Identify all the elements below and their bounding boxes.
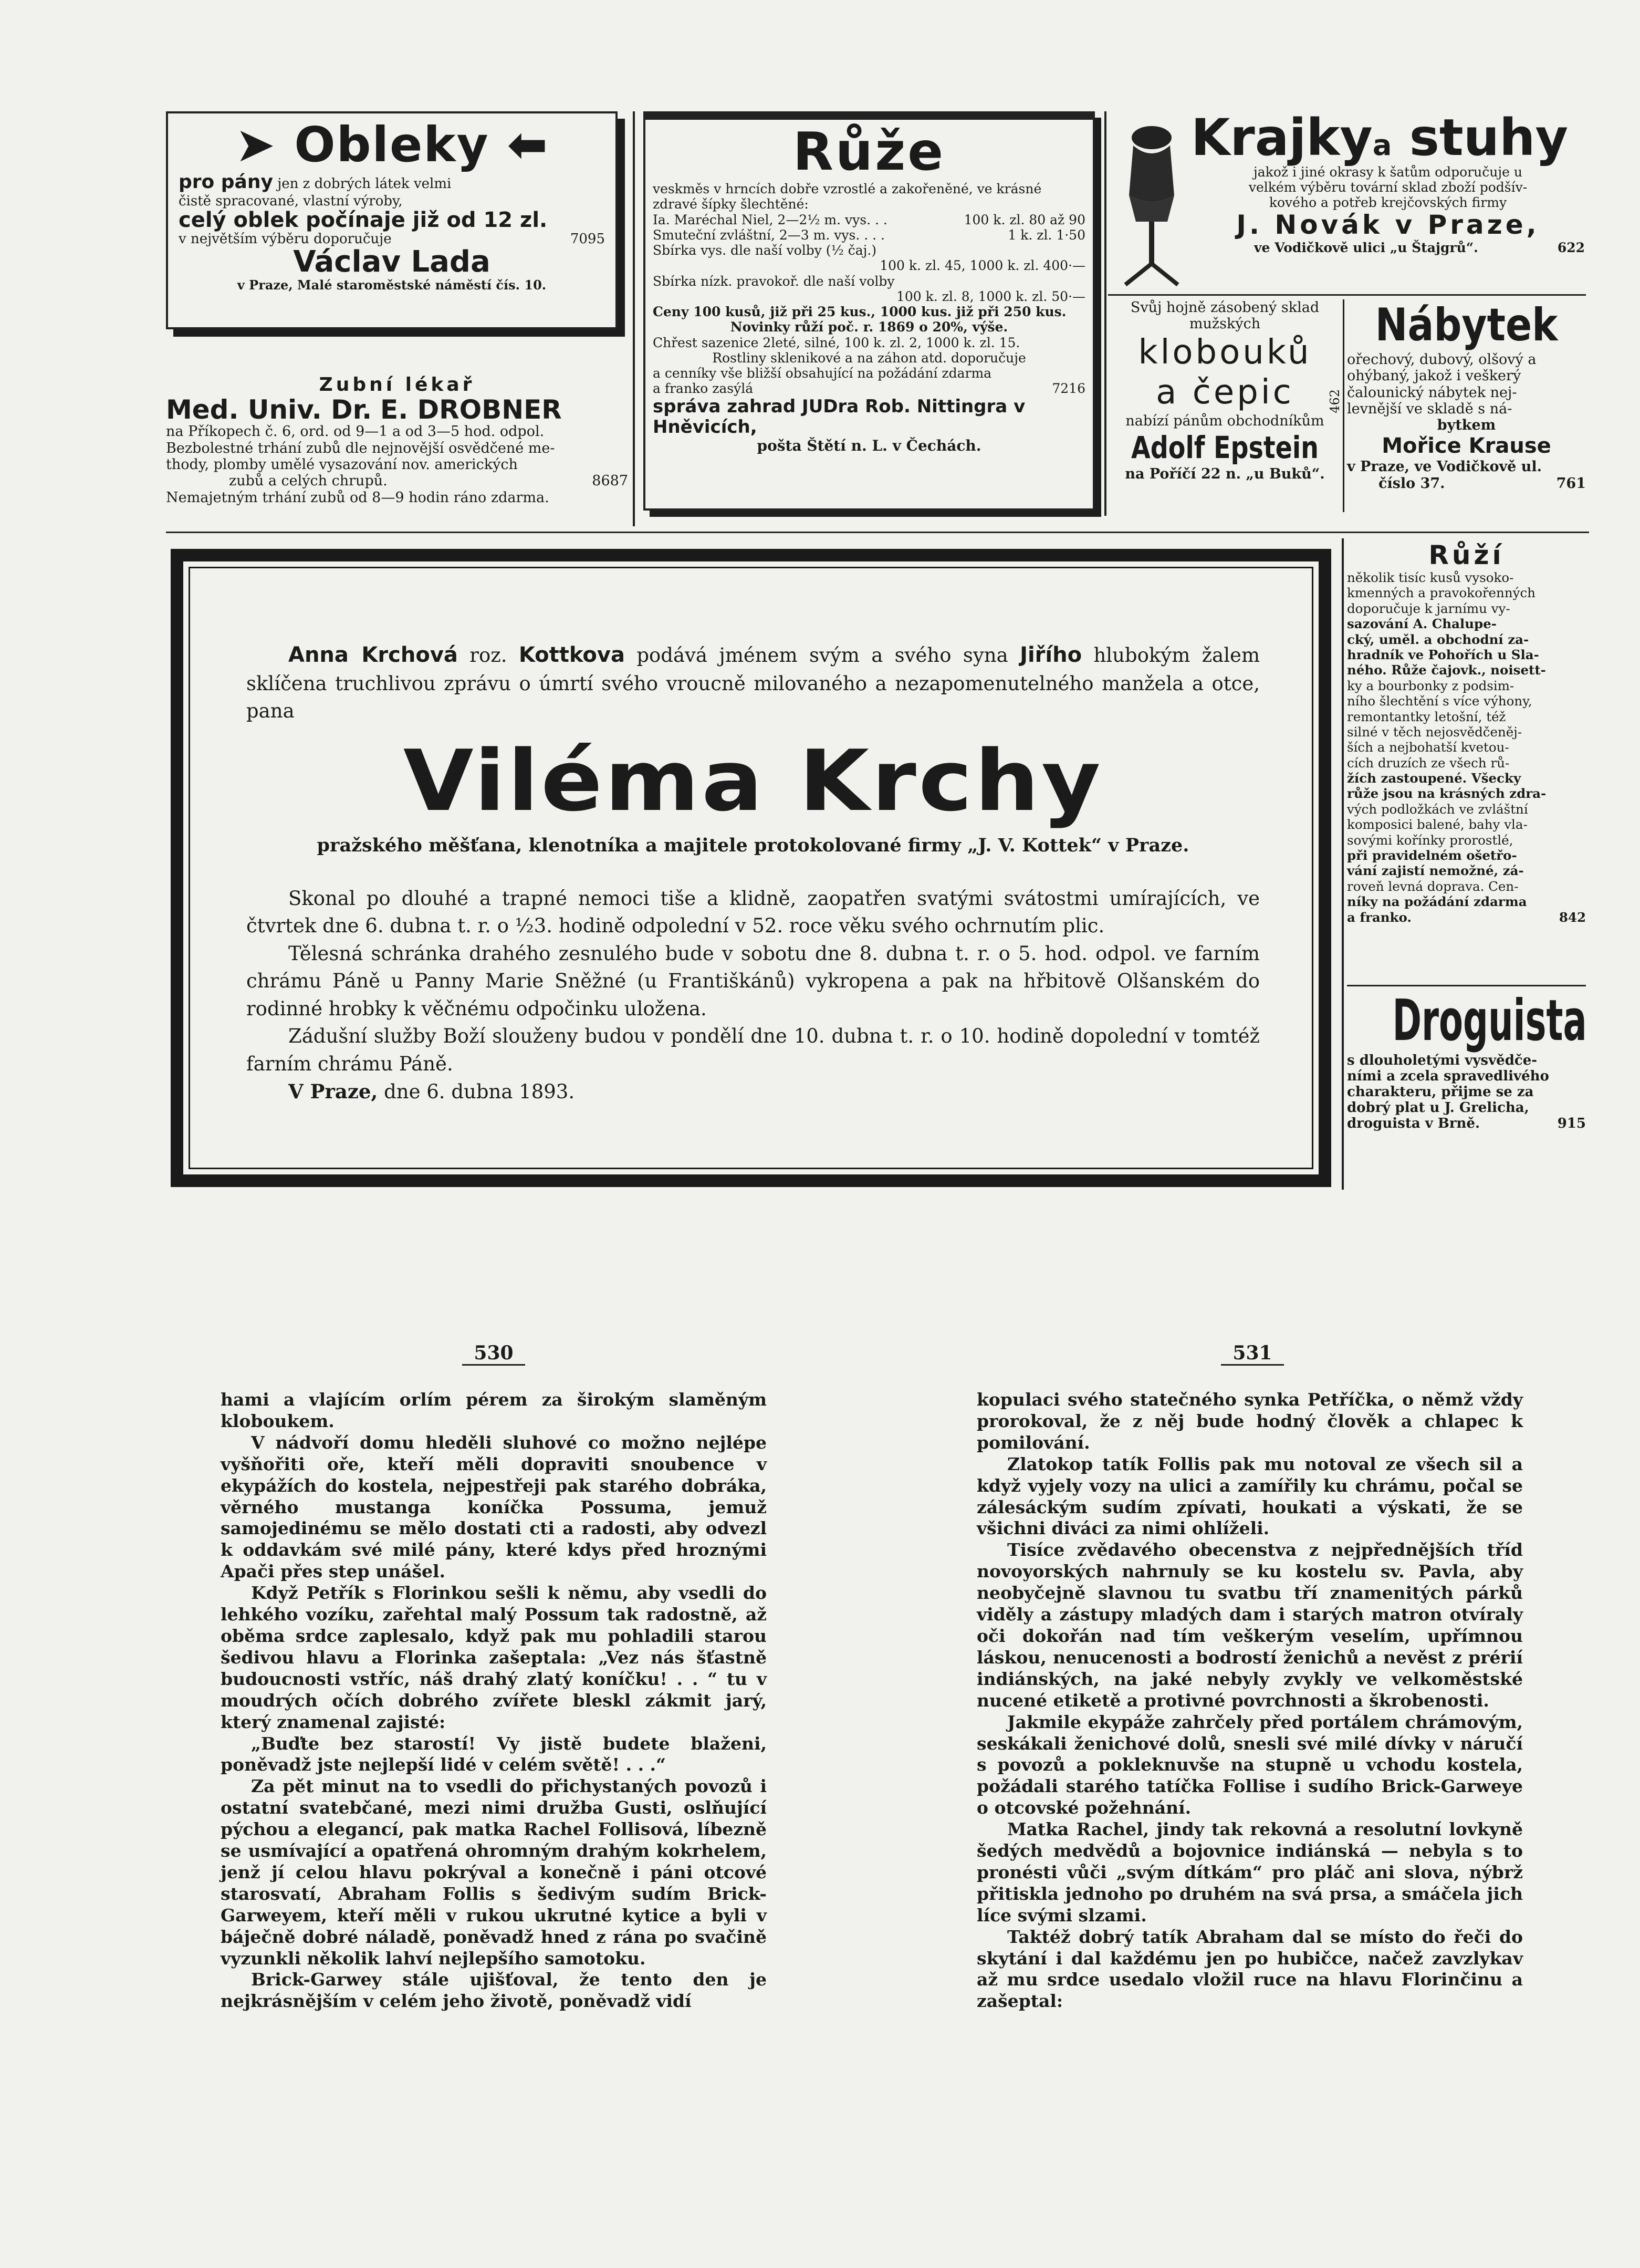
obituary-maiden-name: Kottkova	[518, 643, 625, 667]
ad-ruzi-number: 842	[1559, 909, 1586, 925]
ad-krajky-number: 622	[1557, 240, 1585, 256]
obituary-son-name: Jiřího	[1020, 643, 1082, 667]
ad-zubni-line: Bezbolestné trhání zubů dle nejnovější osvědčené me-	[166, 440, 555, 456]
ad-krajky-title-word: Krajky	[1191, 108, 1373, 167]
ad-ruzi-line: remontantky letošní, též	[1347, 709, 1506, 724]
ad-ruze-row-price: 1 k. zl. 1·50	[1008, 227, 1085, 243]
ad-ruze-firm: správa zahrad JUDra Rob. Nittingra v Hněvicích,	[653, 396, 1026, 438]
ad-obleky-line1-bold: pro pány	[179, 171, 273, 193]
column-rule	[1343, 299, 1344, 512]
ad-ruzi-line: několik tisíc kusů vysoko-	[1347, 570, 1514, 585]
ad-krajky-line: kového a potřeb krejčovských firmy	[1269, 194, 1507, 210]
ad-klobouky-firm: Adolf Epstein	[1131, 429, 1319, 465]
obituary-opening	[246, 640, 1260, 725]
ad-obleky-number: 7095	[570, 231, 605, 247]
story-paragraph: Taktéž dobrý tatík Abraham dal se místo do řeči do skytání i dal každému jen po hubičce, načež zavzlykav až mu srdce usedalo vložil ruce na hlavu Florinčinu a zašeptal:	[977, 1926, 1523, 2012]
page-number-right: 531	[1221, 1342, 1284, 1366]
ad-droguista-line: dobrý plat u J. Grelicha,	[1347, 1100, 1529, 1116]
arrow-right-icon: ➤	[235, 117, 277, 173]
obituary-text: hlubokým žalem sklíčena truchlivou zprávu o úmrtí svého vroucně milovaného a nezapomenutelného manžela a otce, pana	[246, 644, 1260, 723]
ad-krajky-line: velkém výběru tovární sklad zboží podšív-	[1248, 179, 1528, 195]
ad-zubni	[166, 374, 628, 526]
ad-klobouky-line1: Svůj hojně zásobený sklad	[1130, 299, 1320, 316]
column-rule	[633, 111, 635, 526]
story-paragraph: Brick-Garwey stále ujišťoval, že tento den je nejkrásnějším v celém jeho životě, poněvadž vidí	[221, 1969, 767, 2012]
ad-obleky-firm: Václav Lada	[293, 245, 490, 279]
ad-krajky-address: ve Vodičkově ulici „u Štajgrů“.	[1254, 240, 1478, 256]
ad-ruzi-line: žích zastoupené. Všecky	[1347, 771, 1521, 786]
ad-klobouky-word1: klobouků	[1138, 332, 1312, 372]
ad-ruze-line: Ceny 100 kusů, již při 25 kus., 1000 kus. již při 250 kus.	[653, 304, 1067, 319]
ad-ruze-line: Rostliny sklenikové a na záhon atd. doporučuje	[712, 350, 1026, 366]
ad-ruzi-line: vých podložkách ve zvláštní	[1347, 801, 1528, 817]
page-number-left: 530	[462, 1342, 525, 1366]
ad-nabytek-number: 761	[1556, 475, 1586, 492]
story-paragraph: Za pět minut na to vsedli do přichystaných povozů i ostatní svatebčané, mezi nimi družba Gusti, oslňující pýchou a elegancí, pak matka Rachel Follisová, líbezně se usmívající a opatřená ohromným drahým kokrhelem, jenž jí celou hlavu pokrýval a konečně i páni otcové starosvatí, Abraham Follis s šedivým sudím Brick-Garweyem, kteří měli v rukou ukrutné kytice a byli v báječně dobré náladě, poněvadž hned z rána po svačině vyzunkli několik lahví nejlepšího samotoku.	[221, 1776, 767, 1969]
obituary-text: podává jménem svým a svého syna	[636, 644, 1008, 667]
ad-ruzi-line: růže jsou na krásných zdra-	[1347, 786, 1547, 802]
ad-obleky-line2: čistě spracované, vlastní výroby,	[179, 193, 403, 209]
ad-ruzi-line: kmenných a pravokořenných	[1347, 585, 1535, 601]
ad-ruze-row-price: 100 k. zl. 8, 1000 k. zl. 50·—	[896, 288, 1085, 304]
ad-ruzi-line: ního šlechtění s více výhony,	[1347, 693, 1532, 709]
ad-klobouky	[1108, 299, 1342, 515]
ad-nabytek-address2: číslo 37.	[1378, 475, 1445, 492]
horizontal-rule	[1108, 294, 1586, 296]
story-paragraph: Jakmile ekypáže zahrčely před portálem chrámovým, seskákali ženichové dolů, snesli své milé dívky v náručí s povozů a pokleknuvše na stupně u vchodu kostela, požádali starého tatíčka Follise i sudího Brick-Garweye o otcovské požehnání.	[977, 1711, 1523, 1818]
ad-ruze-row-price: 100 k. zl. 80 až 90	[964, 212, 1085, 227]
ad-ruze-row-label: Smuteční zvláštní, 2—3 m. vys. . . .	[653, 227, 885, 243]
story-paragraph: V nádvoří domu hleděli sluhové co možno nejlépe vyšňořiti oře, kteří měli dopraviti snoubence v ekypážích do kostela, nejpestřeji pak starého dobráka, věrného mustanga koníčka Possuma, jemuž samojedinému se mělo dostati cti a radosti, aby odvezl k oddavkám své milé pány, které kdys před hroznými Apači přes step unášel.	[221, 1432, 767, 1582]
ad-ruzi-line: sovými kořínky prorostlé,	[1347, 832, 1513, 848]
ad-nabytek-firm: Mořice Krause	[1382, 434, 1551, 459]
ad-droguista-title: Droguista	[1392, 988, 1587, 1054]
ad-zubni-name-bold: E. DROBNER	[380, 394, 562, 425]
ad-droguista-line: ními a zcela spravedlivého	[1347, 1068, 1549, 1084]
ad-ruzi-line: ších a nejbohatší kvetou-	[1347, 740, 1509, 755]
ad-zubni-name-plain: Med. Univ. Dr.	[166, 394, 372, 425]
ad-obleky-title: ➤ Obleky ⬅	[235, 117, 549, 173]
obituary-paragraph: Tělesná schránka drahého zesnulého bude v sobotu dne 8. dubna t. r. o 5. hod. odpol. ve farním chrámu Páně u Panny Marie Sněžné (u Františkánů) vykropena a pak na hřbitově Olšanském do rodinné hrobky k věčnému odpočinku uložena.	[246, 942, 1260, 1020]
ad-nabytek-title: Nábytek	[1375, 299, 1558, 351]
ad-ruzi-line: ného. Růže čajovk., noisett-	[1347, 662, 1546, 678]
arrow-left-icon: ⬅	[507, 117, 549, 173]
ad-krajky-title-end: stuhy	[1409, 108, 1569, 167]
ad-klobouky-line3: nabízí pánům obchodníkům	[1125, 413, 1324, 430]
obituary-roz: roz.	[469, 644, 507, 667]
story-paragraph: Zlatokop tatík Follis pak mu notoval ze všech sil a když vyjely vozy na ulici a zamířily ku chrámu, počal se zálesáckým sudím zpívati, houkati a výskati, že se všichni diváci za nimi ohlíželi.	[977, 1453, 1523, 1539]
ad-ruzi-line: cích druzích ze všech rů-	[1347, 755, 1510, 771]
ad-ruzi-line: níky na požádání zdarma	[1347, 894, 1527, 910]
ad-zubni-last: Nemajetným trhání zubů od 8—9 hodin ráno zdarma.	[166, 489, 549, 506]
ad-ruzi-line: sazování A. Chalupe-	[1347, 616, 1497, 632]
ad-droguista-line: droguista v Brně.	[1347, 1116, 1480, 1132]
obituary-notice	[171, 549, 1331, 1187]
ad-ruzi-line: vání zajistí nemožné, zá-	[1347, 863, 1524, 879]
ad-ruzi-last: a franko.	[1347, 909, 1412, 925]
ad-krajky	[1112, 108, 1585, 290]
obituary-date-text: dne 6. dubna 1893.	[384, 1080, 575, 1104]
column-rule	[1104, 111, 1106, 516]
ad-droguista-line: s dlouholetými vysvědče-	[1347, 1052, 1538, 1068]
ad-obleky-line1: jen z dobrých látek velmi	[277, 176, 452, 192]
story-paragraph: Matka Rachel, jindy tak rekovná a resolutní lovkyně šedých medvědů a bojovnice indiánská — nebyla s to pronésti vůči „svým dítkám“ pro pláč ani slova, nýbrž přitiskla jednoho po druhém na svá prsa, a smáčela jich líce svými slzami.	[977, 1819, 1523, 1926]
ad-ruze-line: a franko zasýlá	[653, 381, 754, 397]
ad-ruzi-line: silné v těch nejosvědčeněj-	[1347, 724, 1522, 740]
ad-zubni-number: 8687	[592, 473, 628, 490]
dress-form-icon	[1112, 117, 1191, 290]
ad-droguista	[1347, 990, 1586, 1195]
ad-ruze-line: Chřest sazenice 2leté, silné, 100 k. zl. 2, 1000 k. zl. 15.	[653, 335, 1020, 350]
ad-ruze-line: a cenníky vše bližší obsahující na požádání zdarma	[653, 366, 992, 381]
ad-nabytek	[1347, 299, 1586, 515]
ad-ruzi-title: Růží	[1428, 540, 1505, 570]
obituary-title-line: pražského měšťana, klenotníka a majitele protokolované firmy „J. V. Kottek“ v Praze.	[317, 834, 1189, 856]
ad-ruzi-line: cký, uměl. a obchodní za-	[1347, 631, 1529, 647]
obituary-paragraph: Zádušní služby Boží slouženy budou v pondělí dne 10. dubna t. r. o 10. hodině dopolední v tomtéž farním chrámu Páně.	[246, 1025, 1260, 1075]
ad-ruze-intro: veskměs v hrncích dobře vzrostlé a zakořeněné, ve krásné zdravé šípky šlechtěné:	[653, 181, 1042, 212]
ad-nabytek-address: v Praze, ve Vodičkově ul.	[1347, 459, 1542, 475]
story-column-right	[977, 1389, 1523, 2125]
ad-zubni-title: Zubní lékař	[319, 374, 475, 396]
ad-klobouky-side-number: 462	[1327, 389, 1342, 413]
ad-ruze-number: 7216	[1052, 381, 1085, 397]
ad-ruzi	[1347, 541, 1586, 982]
column-rule	[1342, 538, 1344, 1190]
ad-ruzi-line: při pravidelném ošetřo-	[1347, 848, 1517, 863]
ad-zubni-line: zubů a celých chrupů.	[229, 473, 388, 490]
ad-klobouky-word2: a čepic	[1156, 373, 1294, 412]
ad-krajky-line: jakož i jiné okrasy k šatům odporučuje u	[1253, 164, 1522, 180]
ad-droguista-line: charakteru, přijme se za	[1347, 1084, 1534, 1100]
story-paragraph: Když Petřík s Florinkou sešli k němu, aby vsedli do lehkého vozíku, zařehtal malý Possum tak radostně, až oběma srdce zaplesalo, když pak mu pohladili starou šedivou hlavu a Florinka zašeptala: „Vez nás šťastně budoucnosti vstříc, náš drahý zlatý koníčku! . . “ tu v moudrých očích dobrého zvířete bleskl zákmit jarý, který znamenal zajisté:	[221, 1583, 767, 1732]
ad-ruze-row-label: Sbírka nízk. pravokoř. dle naší volby	[653, 273, 895, 289]
obituary-date	[246, 1078, 1260, 1106]
ad-obleky-line4: v největším výběru doporučuje	[179, 231, 392, 247]
obituary-paragraph: Skonal po dlouhé a trapné nemoci tiše a klidně, zaopatřen svatými svátostmi umírajících, ve čtvrtek dne 6. dubna t. r. o ½3. hodině odpolední v 52. roce věku svého ochrnutím plic.	[246, 887, 1260, 938]
obituary-name: Anna Krchová	[288, 643, 458, 667]
obituary-deceased-name: Viléma Krchy	[403, 731, 1103, 830]
ad-obleky	[166, 111, 618, 329]
story-column-left	[221, 1389, 767, 2125]
ad-klobouky-line2: mužských	[1189, 316, 1261, 332]
ad-nabytek-line: levnější ve skladě s ná-	[1347, 400, 1512, 417]
ad-ruzi-line: hradník ve Pohořích u Sla-	[1347, 647, 1539, 662]
horizontal-rule	[166, 532, 1589, 533]
ad-zubni-line: na Příkopech č. 6, ord. od 9—1 a od 3—5 hod. odpol.	[166, 423, 545, 440]
ad-ruzi-line: komposici balené, bahy vla-	[1347, 817, 1528, 833]
ad-ruzi-line: ky a bourbonky z podsim-	[1347, 678, 1514, 693]
horizontal-rule	[1347, 985, 1586, 986]
ad-zubni-line: thody, plomby umělé vysazování nov. amerických	[166, 456, 518, 473]
ad-krajky-title-a: a	[1372, 129, 1392, 162]
story-paragraph: „Buďte bez starostí! Vy jistě budete blaženi, poněvadž jste nejlepší lidé v celém světě! . . .“	[221, 1733, 767, 1775]
ad-krajky-title	[1191, 108, 1585, 167]
ad-nabytek-line: ořechový, dubový, olšový a	[1347, 351, 1537, 368]
story-paragraph: kopulaci svého statečného synka Petříčka, o němž vždy prorokoval, že z něj bude hodný člověk a chlapec k pomilování.	[977, 1389, 1523, 1453]
ad-nabytek-line: bytkem	[1437, 417, 1496, 434]
ad-ruze-row-price: 100 k. zl. 45, 1000 k. zl. 400·—	[880, 258, 1085, 274]
story-paragraph: Tisíce zvědavého obecenstva z nejpřednějších tříd novoyorských nahrnuly se ku kostelu sv. Pavla, aby neobyčejně slavnou tu svatbu tří znamenitých párků viděly a zástupy mladých dam i starých matron otvíraly oči dokořán nad tím veškerým veselím, upřímnou láskou, nenucenosti a bodrostí ženichů a nevěst z prérií indiánských, na jaké nebyly zvykly ve velkoměstské nucené etiketě a protivné povrchnosti a škrobenosti.	[977, 1539, 1523, 1711]
ad-ruze	[643, 111, 1095, 511]
obituary-date-place: V Praze,	[288, 1080, 378, 1104]
story-paragraph: hami a vlajícím orlím pérem za širokým slaměným kloboukem.	[221, 1389, 767, 1431]
ad-klobouky-address: na Poříčí 22 n. „u Buků“.	[1125, 466, 1325, 483]
ad-ruzi-line: doporučuje k jarnímu vy-	[1347, 600, 1510, 616]
ad-krajky-firm: J. Novák v Praze,	[1236, 209, 1540, 240]
ad-obleky-price: celý oblek počínaje již od 12 zl.	[179, 207, 548, 232]
ad-nabytek-line: čalounický nábytek nej-	[1347, 384, 1517, 401]
ad-nabytek-line: ohýbaný, jakož i veškerý	[1347, 368, 1521, 384]
ad-ruze-row-label: Sbírka vys. dle naší volby (½ čaj.)	[653, 243, 877, 258]
ad-ruze-post: pošta Štětí n. L. v Čechách.	[757, 436, 981, 454]
ad-obleky-address: v Praze, Malé staroměstské náměstí čís. 10.	[237, 277, 547, 293]
ad-ruze-line: Novinky růží poč. r. 1869 o 20%, výše.	[730, 319, 1008, 335]
ad-ruze-title: Růže	[792, 121, 946, 182]
ad-droguista-number: 915	[1557, 1116, 1586, 1132]
ad-ruzi-line: roveň levná doprava. Cen-	[1347, 878, 1519, 894]
ad-ruze-row-label: Ia. Maréchal Niel, 2—2½ m. vys. . .	[653, 212, 887, 227]
